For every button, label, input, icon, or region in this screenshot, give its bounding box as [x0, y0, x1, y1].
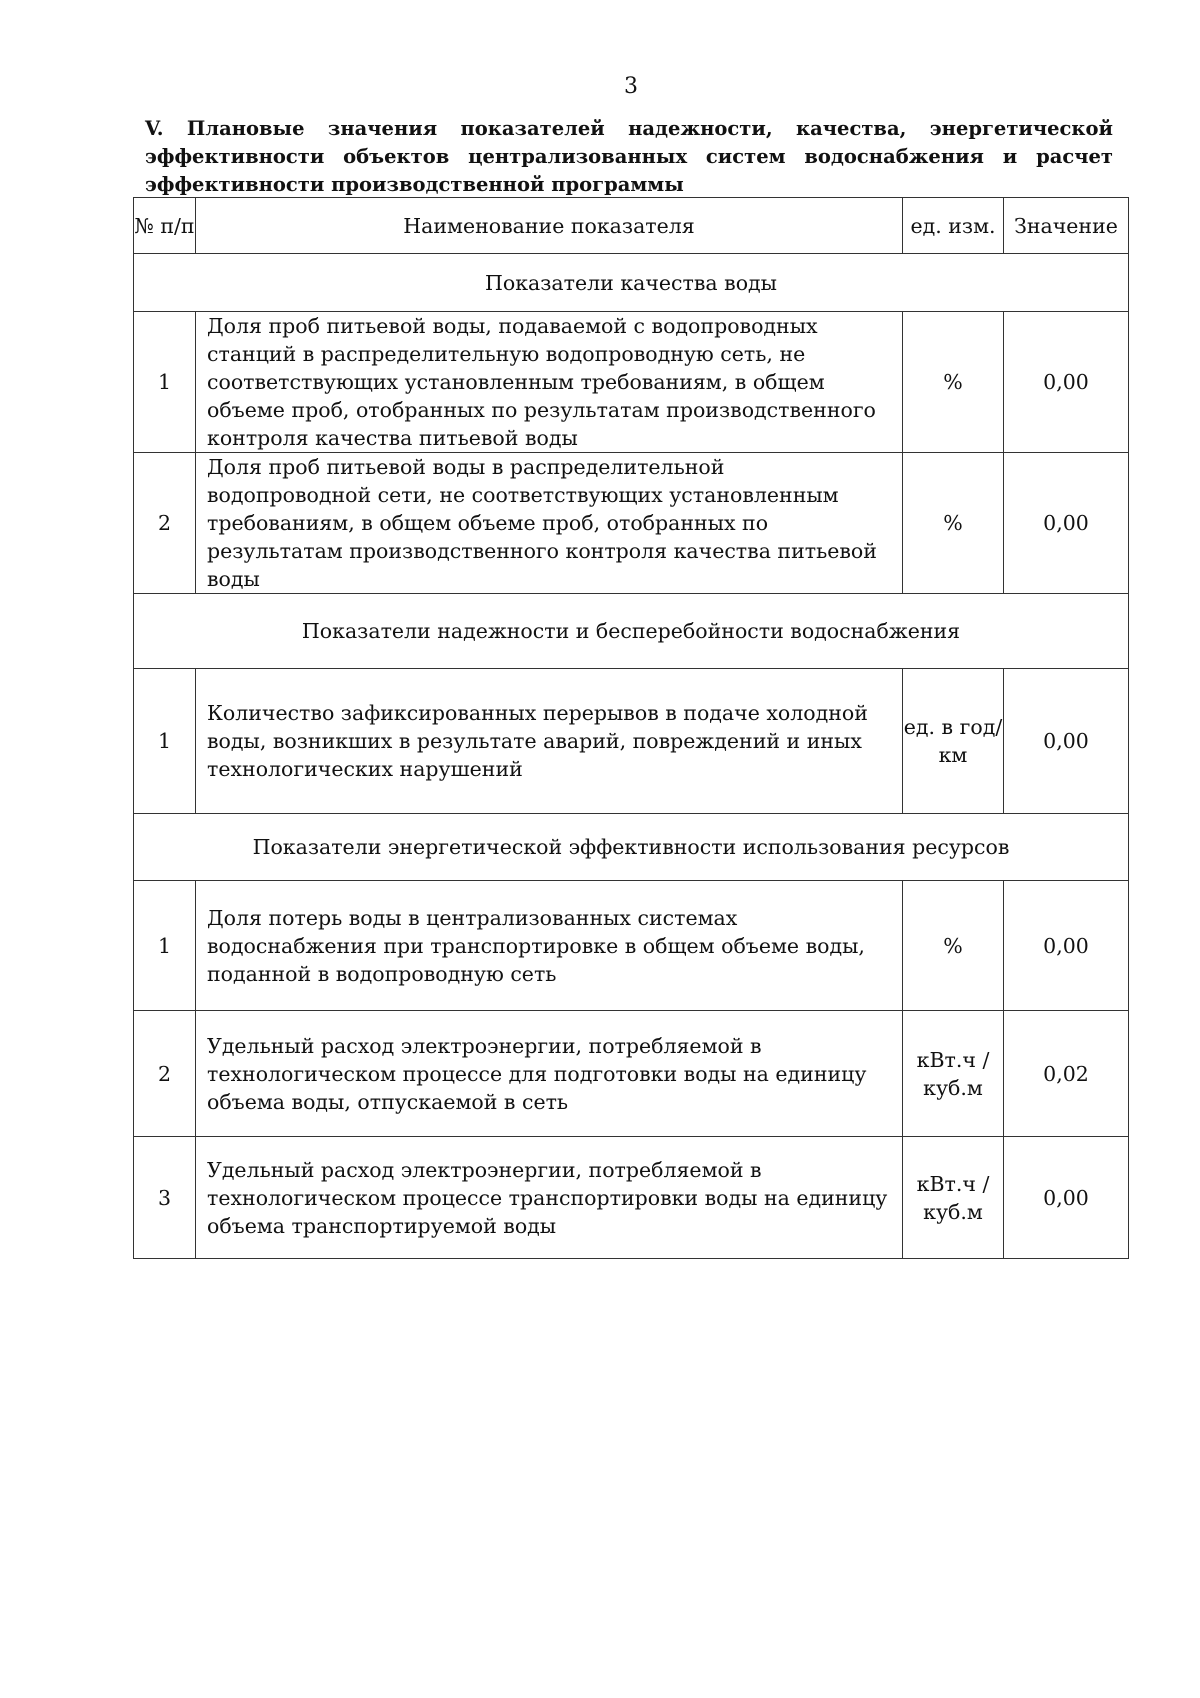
row-indicator-name: Доля проб питьевой воды, подаваемой с водопроводных станций в распределительную водопроводную сеть, не соответствующих установленным требованиям, в общем объеме проб, отобранных по результатам производственного контроля качества питьевой воды — [196, 312, 903, 453]
row-value: 0,00 — [1004, 669, 1129, 814]
row-value: 0,00 — [1004, 312, 1129, 453]
header-value: Значение — [1004, 198, 1129, 254]
row-unit: % — [903, 881, 1004, 1011]
header-number: № п/п — [134, 198, 196, 254]
table-row — [134, 1011, 1129, 1137]
section-heading: V. Плановые значения показателей надежности, качества, энергетической эффективности объектов централизованных систем водоснабжения и расчет эффективности производственной программы — [145, 117, 1113, 196]
row-number: 1 — [134, 669, 196, 814]
row-unit: ед. в год/ км — [903, 669, 1004, 814]
table-row — [134, 669, 1129, 814]
row-number: 2 — [134, 1011, 196, 1137]
row-indicator-name: Доля проб питьевой воды в распределительной водопроводной сети, не соответствующих установленным требованиям, в общем объеме проб, отобранных по результатам производственного контроля качества питьевой воды — [196, 453, 903, 594]
row-number: 3 — [134, 1137, 196, 1259]
group-row-energy-efficiency — [134, 814, 1129, 881]
indicators-table — [133, 197, 1129, 1259]
row-value: 0,00 — [1004, 1137, 1129, 1259]
header-indicator-name: Наименование показателя — [196, 198, 903, 254]
row-indicator-name: Удельный расход электроэнергии, потребляемой в технологическом процессе для подготовки воды на единицу объема воды, отпускаемой в сеть — [196, 1011, 903, 1137]
group-title: Показатели энергетической эффективности использования ресурсов — [134, 814, 1129, 881]
group-title: Показатели качества воды — [134, 254, 1129, 312]
row-indicator-name: Удельный расход электроэнергии, потребляемой в технологическом процессе транспортировки воды на единицу объема транспортируемой воды — [196, 1137, 903, 1259]
group-title: Показатели надежности и бесперебойности водоснабжения — [134, 594, 1129, 669]
page-number: 3 — [624, 74, 638, 99]
table-row — [134, 881, 1129, 1011]
row-value: 0,00 — [1004, 453, 1129, 594]
table-row — [134, 312, 1129, 453]
row-value: 0,00 — [1004, 881, 1129, 1011]
row-number: 2 — [134, 453, 196, 594]
row-unit: кВт.ч / куб.м — [903, 1011, 1004, 1137]
group-row-water-quality — [134, 254, 1129, 312]
row-indicator-name: Количество зафиксированных перерывов в подаче холодной воды, возникших в результате аварий, повреждений и иных технологических нарушений — [196, 669, 903, 814]
row-unit: % — [903, 453, 1004, 594]
row-number: 1 — [134, 312, 196, 453]
table-header-row — [134, 198, 1129, 254]
row-value: 0,02 — [1004, 1011, 1129, 1137]
row-unit: кВт.ч / куб.м — [903, 1137, 1004, 1259]
table-row — [134, 1137, 1129, 1259]
group-row-reliability — [134, 594, 1129, 669]
table-row — [134, 453, 1129, 594]
row-indicator-name: Доля потерь воды в централизованных системах водоснабжения при транспортировке в общем объеме воды, поданной в водопроводную сеть — [196, 881, 903, 1011]
header-unit: ед. изм. — [903, 198, 1004, 254]
row-unit: % — [903, 312, 1004, 453]
row-number: 1 — [134, 881, 196, 1011]
